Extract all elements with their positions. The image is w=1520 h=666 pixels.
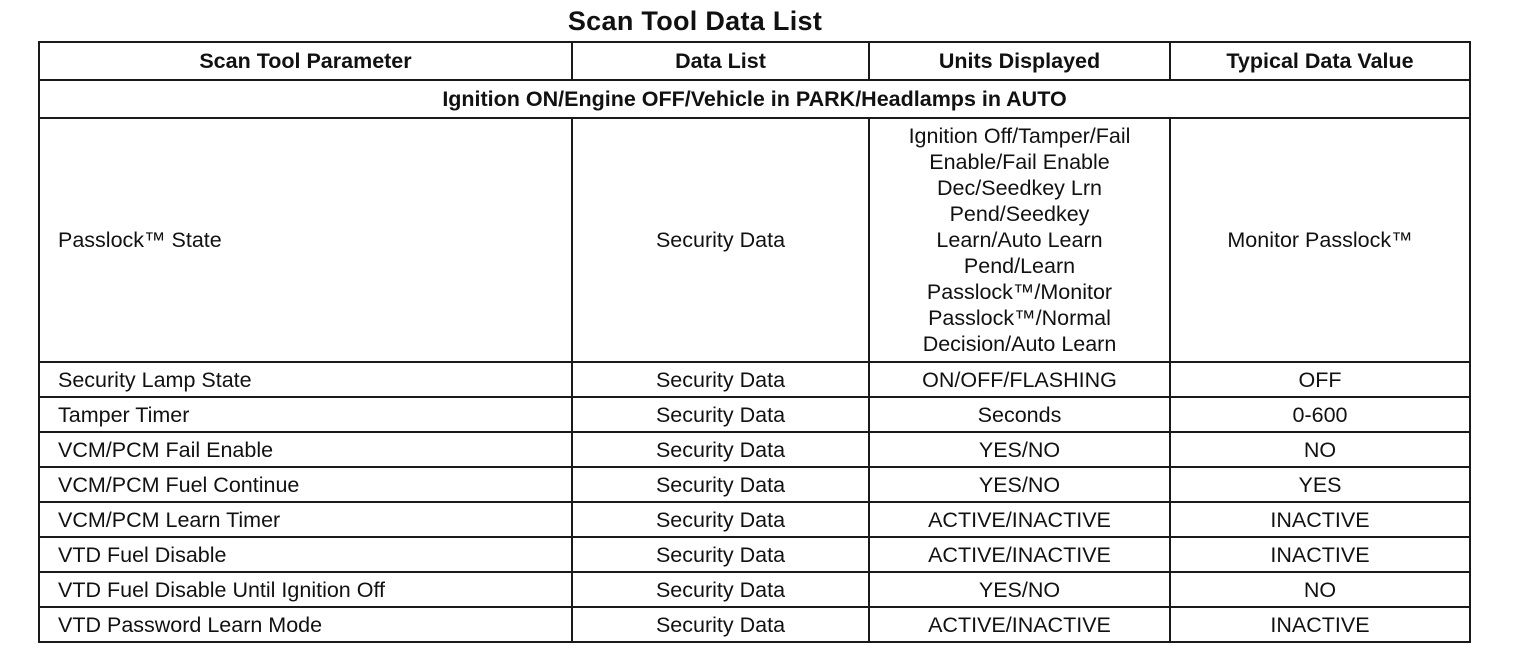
units-line: Ignition Off/Tamper/Fail <box>908 124 1131 148</box>
units-line: Enable/Fail Enable <box>929 150 1110 174</box>
table-row <box>39 397 1470 432</box>
units-line: Passlock™/Normal <box>928 306 1111 330</box>
data-list-cell: Security Data <box>572 397 869 432</box>
units-line: Passlock™/Monitor <box>926 280 1113 304</box>
table-row <box>39 607 1470 642</box>
units-cell: ACTIVE/INACTIVE <box>869 502 1170 537</box>
parameter-cell: VTD Fuel Disable Until Ignition Off <box>39 572 572 607</box>
parameter-cell: VTD Fuel Disable <box>39 537 572 572</box>
units-cell: ACTIVE/INACTIVE <box>869 537 1170 572</box>
typical-value-cell: NO <box>1170 572 1470 607</box>
typical-value-cell: INACTIVE <box>1170 607 1470 642</box>
column-header-data-list: Data List <box>572 42 869 80</box>
table-row <box>39 572 1470 607</box>
parameter-cell: VCM/PCM Fuel Continue <box>39 467 572 502</box>
parameter-cell: Tamper Timer <box>39 397 572 432</box>
parameter-cell: Passlock™ State <box>39 118 572 362</box>
units-line: Decision/Auto Learn <box>922 332 1117 356</box>
header-row <box>39 42 1470 80</box>
parameter-cell: VCM/PCM Fail Enable <box>39 432 572 467</box>
typical-value-cell: OFF <box>1170 362 1470 397</box>
data-list-cell: Security Data <box>572 432 869 467</box>
table-row <box>39 502 1470 537</box>
typical-value-cell: 0-600 <box>1170 397 1470 432</box>
data-list-cell: Security Data <box>572 572 869 607</box>
units-cell: YES/NO <box>869 432 1170 467</box>
typical-value-cell: Monitor Passlock™ <box>1170 118 1470 362</box>
units-cell <box>869 118 1170 362</box>
data-list-cell: Security Data <box>572 467 869 502</box>
table-row <box>39 432 1470 467</box>
units-line: Pend/Learn <box>963 254 1076 278</box>
scan-tool-data-table <box>38 41 1471 643</box>
data-list-cell: Security Data <box>572 502 869 537</box>
typical-value-cell: INACTIVE <box>1170 537 1470 572</box>
units-cell: YES/NO <box>869 572 1170 607</box>
section-row <box>39 80 1470 118</box>
data-list-cell: Security Data <box>572 362 869 397</box>
parameter-cell: Security Lamp State <box>39 362 572 397</box>
table-row <box>39 537 1470 572</box>
table-row <box>39 362 1470 397</box>
column-header-parameter: Scan Tool Parameter <box>39 42 572 80</box>
parameter-cell: VCM/PCM Learn Timer <box>39 502 572 537</box>
data-list-cell: Security Data <box>572 118 869 362</box>
units-cell: Seconds <box>869 397 1170 432</box>
units-line: Learn/Auto Learn <box>936 228 1103 252</box>
document-title: Scan Tool Data List <box>567 6 823 36</box>
table-row <box>39 467 1470 502</box>
data-list-cell: Security Data <box>572 607 869 642</box>
table-row <box>39 118 1470 362</box>
units-cell: ACTIVE/INACTIVE <box>869 607 1170 642</box>
units-line: Pend/Seedkey <box>949 202 1090 226</box>
typical-value-cell: YES <box>1170 467 1470 502</box>
typical-value-cell: NO <box>1170 432 1470 467</box>
section-heading: Ignition ON/Engine OFF/Vehicle in PARK/Headlamps in AUTO <box>39 80 1470 118</box>
units-cell: YES/NO <box>869 467 1170 502</box>
units-cell: ON/OFF/FLASHING <box>869 362 1170 397</box>
units-line: Dec/Seedkey Lrn <box>937 176 1102 200</box>
typical-value-cell: INACTIVE <box>1170 502 1470 537</box>
column-header-typical-value: Typical Data Value <box>1170 42 1470 80</box>
parameter-cell: VTD Password Learn Mode <box>39 607 572 642</box>
column-header-units: Units Displayed <box>869 42 1170 80</box>
data-list-cell: Security Data <box>572 537 869 572</box>
